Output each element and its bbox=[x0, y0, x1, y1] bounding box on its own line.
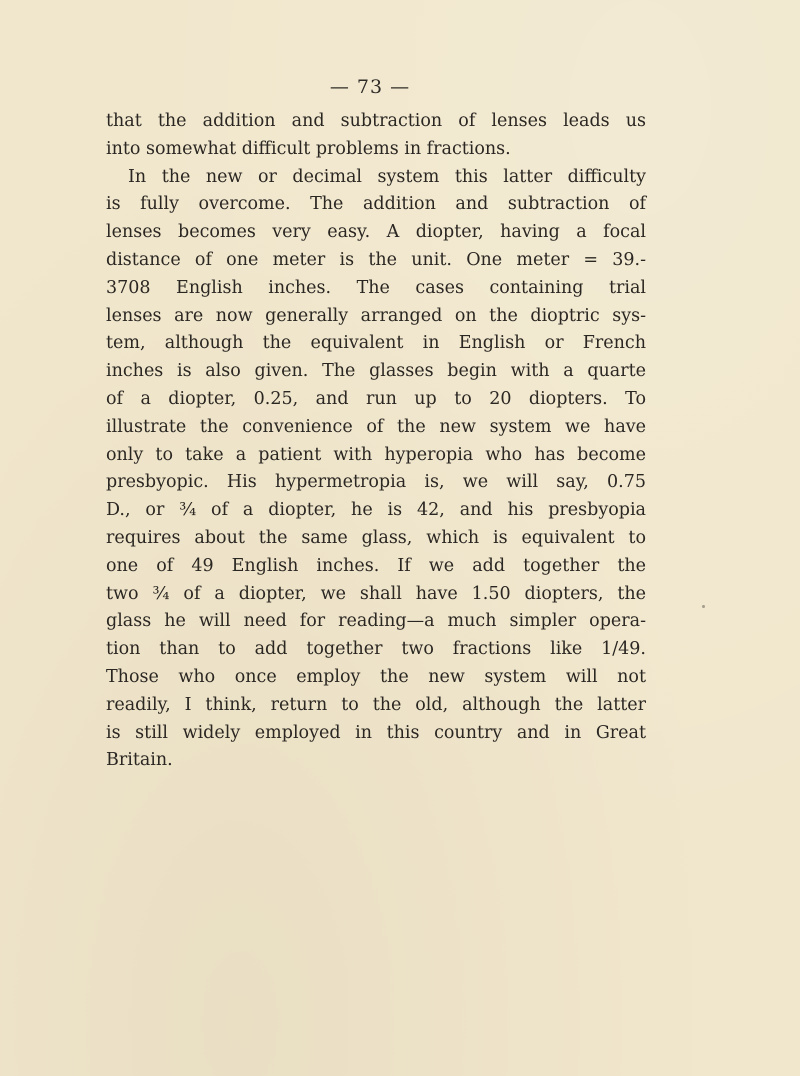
text-line: of a diopter, 0.25, and run up to 20 diopters. To bbox=[106, 388, 646, 409]
text-line: glass he will need for reading—a much simpler opera- bbox=[106, 611, 646, 632]
text-line: inches is also given. The glasses begin with a quarte bbox=[106, 361, 646, 382]
text-line: requires about the same glass, which is equivalent to bbox=[106, 527, 646, 548]
text-line: illustrate the convenience of the new system we have bbox=[106, 416, 646, 437]
paper-speck bbox=[702, 605, 705, 608]
text-line: tion than to add together two fractions like 1/49. bbox=[106, 639, 646, 660]
text-line: is still widely employed in this country and in Great bbox=[106, 722, 646, 743]
text-line: D., or ¾ of a diopter, he is 42, and his presbyopia bbox=[106, 500, 646, 521]
text-line: Those who once employ the new system will not bbox=[106, 666, 646, 687]
text-line: Britain. bbox=[106, 750, 173, 771]
body-paragraphs bbox=[106, 108, 646, 775]
text-line: 3708 English inches. The cases containing trial bbox=[106, 277, 646, 298]
text-line: In the new or decimal system this latter difficulty bbox=[128, 166, 646, 187]
text-line: readily, I think, return to the old, although the latter bbox=[106, 694, 646, 715]
text-line: presbyopic. His hypermetropia is, we will say, 0.75 bbox=[106, 472, 646, 493]
text-line: that the addition and subtraction of lenses leads us bbox=[106, 111, 646, 131]
page-number: — 73 — bbox=[329, 76, 411, 98]
text-line: lenses becomes very easy. A diopter, having a focal bbox=[106, 222, 646, 243]
text-line: distance of one meter is the unit. One meter = 39.- bbox=[106, 249, 646, 270]
text-line: only to take a patient with hyperopia who has become bbox=[106, 444, 646, 465]
text-line: is fully overcome. The addition and subtraction of bbox=[106, 194, 646, 215]
text-line: into somewhat difficult problems in fractions. bbox=[106, 138, 511, 159]
text-line: lenses are now generally arranged on the dioptric sys- bbox=[106, 305, 646, 326]
text-line: tem, although the equivalent in English or French bbox=[106, 333, 646, 354]
text-line: one of 49 English inches. If we add together the bbox=[106, 555, 646, 576]
text-line: two ¾ of a diopter, we shall have 1.50 diopters, the bbox=[106, 583, 646, 604]
